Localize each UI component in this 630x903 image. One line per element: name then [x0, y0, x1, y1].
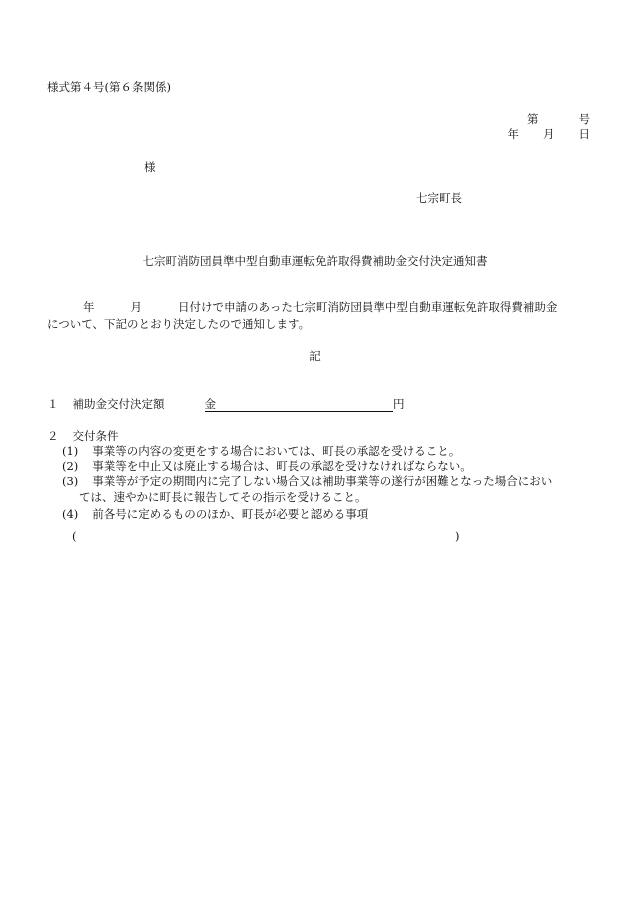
condition-3-continued: ては、速やかに町長に報告してその指示を受けること。: [79, 490, 367, 504]
date-month-label: 月: [543, 127, 555, 141]
ki-heading: 記: [309, 349, 321, 363]
condition-number: (1): [62, 444, 79, 458]
document-date: [508, 127, 591, 141]
condition-4: [62, 507, 368, 521]
condition-number: (2): [62, 459, 79, 473]
addressee-suffix: 様: [144, 160, 156, 174]
body-year-label: 年: [83, 300, 95, 314]
condition-1: [62, 444, 460, 458]
amount-field[interactable]: [205, 397, 394, 412]
condition-2: [62, 459, 472, 473]
document-number-go: 号: [578, 112, 590, 126]
grant-amount-item: [47, 397, 405, 411]
item1-label: 補助金交付決定額: [72, 397, 165, 411]
body-text-1: 日付けで申請のあった七宗町消防団員準中型自動車運転免許取得費補助金: [178, 300, 558, 314]
close-parenthesis: ): [455, 529, 460, 543]
date-year-label: 年: [507, 127, 519, 141]
item1-number: １: [47, 397, 59, 411]
condition-3: [62, 474, 552, 488]
condition-text: 事業等の内容の変更をする場合においては、町長の承認を受けること。: [92, 444, 461, 458]
kin-label: 金: [204, 397, 216, 411]
condition-text: 事業等を中止又は廃止する場合は、町長の承認を受けなければならない。: [92, 459, 472, 473]
document-number-dai: 第: [527, 112, 539, 126]
document-title: 七宗町消防団員準中型自動車運転免許取得費補助金交付決定通知書: [142, 254, 488, 268]
open-parenthesis: (: [72, 529, 77, 543]
form-number: 様式第４号(第６条関係): [47, 80, 171, 94]
conditions-item: [47, 429, 119, 443]
date-day-label: 日: [578, 127, 590, 141]
body-month-label: 月: [130, 300, 142, 314]
item2-label: 交付条件: [72, 429, 119, 443]
condition-number: (4): [62, 507, 79, 521]
issuer: 七宗町長: [416, 191, 462, 205]
condition-number: (3): [62, 474, 79, 488]
item2-number: ２: [47, 429, 59, 443]
condition-text: 事業等が予定の期間内に完了しない場合又は補助事業等の遂行が困難となった場合におい: [92, 474, 553, 488]
condition-text: 前各号に定めるもののほか、町長が必要と認める事項: [92, 507, 369, 521]
yen-label: 円: [393, 397, 405, 411]
document-number: [527, 112, 590, 126]
body-line-2: について、下記のとおり決定したので通知します。: [47, 317, 311, 331]
body-line-1: [47, 300, 557, 314]
